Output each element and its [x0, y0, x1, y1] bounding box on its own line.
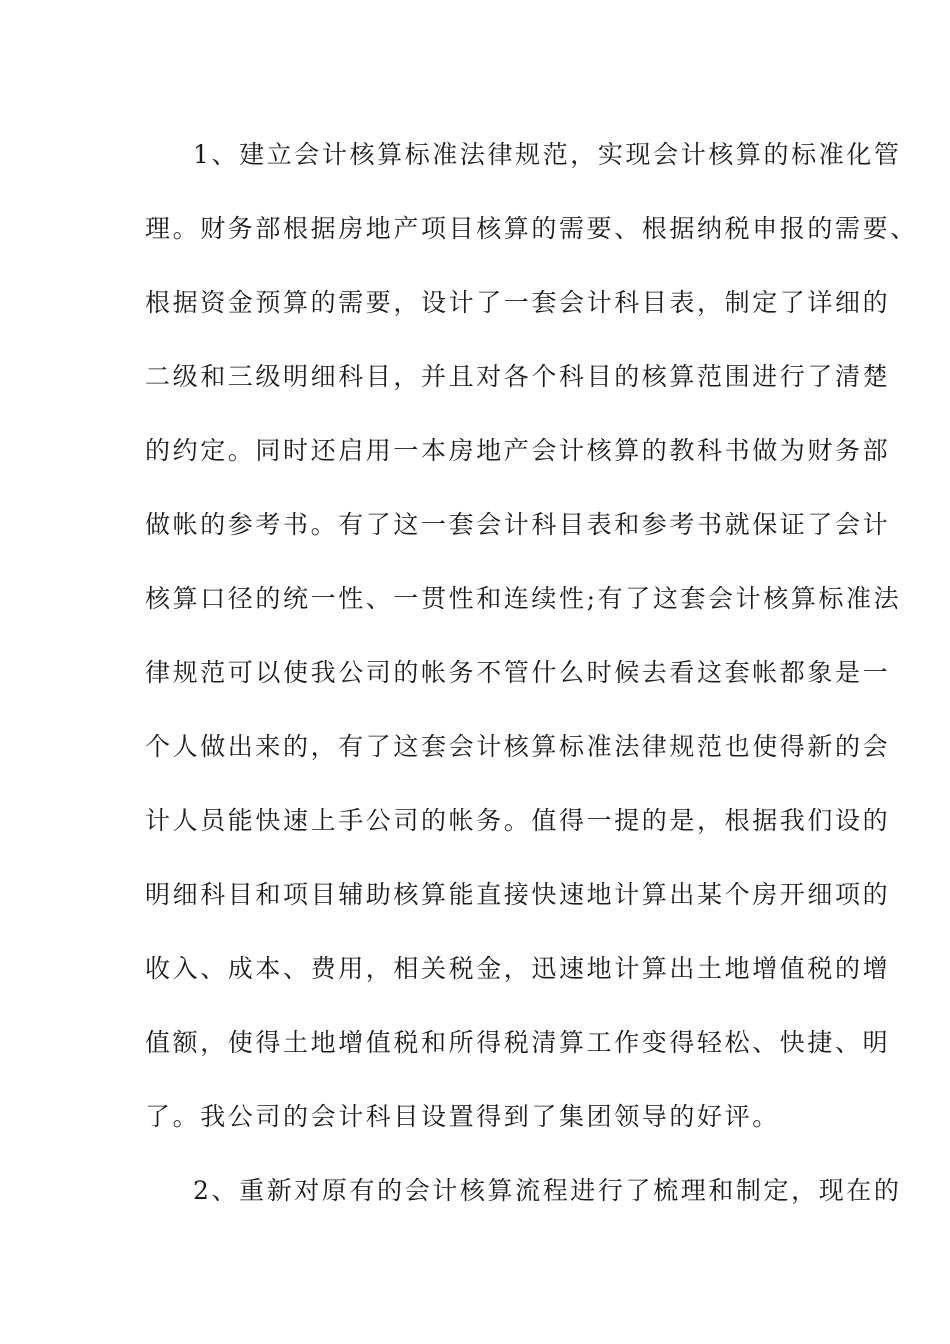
paragraph-1-line-12: 收入、成本、费用，相关税金，迅速地计算出土地增值税的增 [145, 954, 891, 983]
paragraph-1-line-5: 的约定。同时还启用一本房地产会计核算的教科书做为财务部 [145, 436, 891, 465]
paragraph-1-line-7: 核算口径的统一性、一贯性和连续性;有了这套会计核算标准法 [145, 584, 902, 613]
paragraph-1-line-3: 根据资金预算的需要，设计了一套会计科目表，制定了详细的 [145, 288, 891, 317]
paragraph-1-line-9: 个人做出来的，有了这套会计核算标准法律规范也使得新的会 [145, 732, 891, 761]
paragraph-1-line-10: 计人员能快速上手公司的帐务。值得一提的是，根据我们设的 [145, 806, 891, 835]
paragraph-1-line-8: 律规范可以使我公司的帐务不管什么时候去看这套帐都象是一 [145, 658, 891, 687]
paragraph-2-line-1: 2、重新对原有的会计核算流程进行了梳理和制定，现在的 [193, 1176, 902, 1205]
paragraph-1-line-13: 值额，使得土地增值税和所得税清算工作变得轻松、快捷、明 [145, 1028, 891, 1057]
paragraph-1-line-4: 二级和三级明细科目，并且对各个科目的核算范围进行了清楚 [145, 362, 891, 391]
paragraph-1-line-1: 1、建立会计核算标准法律规范，实现会计核算的标准化管 [193, 140, 902, 169]
paragraph-1-line-6: 做帐的参考书。有了这一套会计科目表和参考书就保证了会计 [145, 510, 891, 539]
paragraph-1-line-14: 了。我公司的会计科目设置得到了集团领导的好评。 [145, 1102, 780, 1131]
paragraph-1-line-11: 明细科目和项目辅助核算能直接快速地计算出某个房开细项的 [145, 880, 891, 909]
paragraph-1-line-2: 理。财务部根据房地产项目核算的需要、根据纳税申报的需要、 [145, 214, 918, 243]
